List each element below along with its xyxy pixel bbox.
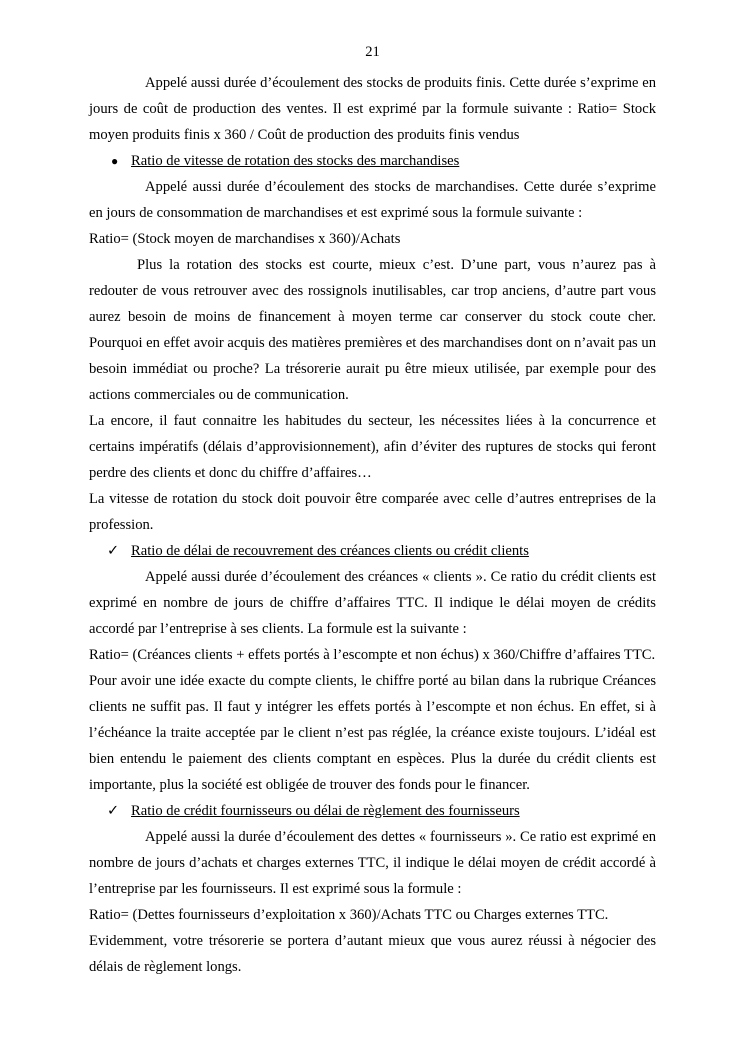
section-heading: Ratio de crédit fournisseurs ou délai de règlement des fournisseurs [131, 803, 520, 819]
bullet-heading [89, 148, 656, 174]
check-heading [89, 538, 656, 564]
formula: Ratio= (Stock moyen de marchandises x 360)/Achats [89, 231, 401, 247]
check-heading [89, 798, 656, 824]
page-number: 21 [365, 44, 380, 60]
paragraph: Appelé aussi la durée d’écoulement des dettes « fournisseurs ». Ce ratio est exprimé en nombre de jours d’achats et charges externes TTC, il indique le délai moyen de crédit accordé à l’entreprise par les fournisseurs. Il est exprimé sous la formule : [89, 829, 656, 897]
paragraph: Plus la rotation des stocks est courte, mieux c’est. D’une part, vous n’aurez pas à redouter de vous retrouver avec des rossignols inutilisables, car trop anciens, d’autre part vous aurez besoin de moins de financement à moyen terme car conserver du stock coute cher. Pourquoi en effet avoir acquis des matières premières et des marchandises dont on n’avait pas un besoin immédiat ou proche? La trésorerie aurait pu être mieux utilisée, par exemple pour des actions commerciales ou de communication. [89, 257, 656, 403]
formula: Ratio= (Créances clients + effets portés à l’escompte et non échus) x 360/Chiffre d’affaires TTC. [89, 647, 656, 663]
check-icon: ✓ [107, 543, 120, 559]
formula: Ratio= (Dettes fournisseurs d’exploitation x 360)/Achats TTC ou Charges externes TTC. [89, 907, 609, 923]
paragraph: La encore, il faut connaitre les habitudes du secteur, les nécessites liées à la concurrence et certains impératifs (délais d’approvisionnement), afin d’éviter des ruptures de stocks qui feront perdre des clients et donc du chiffre d’affaires… [89, 413, 656, 481]
page-body [89, 70, 656, 980]
section-heading: Ratio de vitesse de rotation des stocks des marchandises [131, 153, 460, 169]
bullet-icon: ● [111, 154, 119, 168]
paragraph: Pour avoir une idée exacte du compte clients, le chiffre porté au bilan dans la rubrique Créances clients ne suffit pas. Il faut y intégrer les effets portés à l’escompte et non échus. En effet, si à l’échéance la traite acceptée par le client n’est pas réglée, la créance existe toujours. L’idéal est bien entendu le paiement des clients comptant en espèces. Plus la durée du crédit clients est importante, plus la société est obligée de trouver des fonds pour le financer. [89, 673, 656, 793]
check-icon: ✓ [107, 803, 120, 819]
section-heading: Ratio de délai de recouvrement des créances clients ou crédit clients [131, 543, 529, 559]
paragraph: Appelé aussi durée d’écoulement des créances « clients ». Ce ratio du crédit clients est exprimé en nombre de jours de chiffre d’affaires TTC. Il indique le délai moyen de crédits accordé par l’entreprise à ses clients. La formule est la suivante : [89, 569, 656, 637]
paragraph: Evidemment, votre trésorerie se portera d’autant mieux que vous aurez réussi à négocier des délais de règlement longs. [89, 933, 656, 975]
paragraph: Appelé aussi durée d’écoulement des stocks de produits finis. Cette durée s’exprime en jours de coût de production des ventes. Il est exprimé par la formule suivante : Ratio= Stock moyen produits finis x 360 / Coût de production des produits finis vendus [89, 75, 656, 143]
paragraph: Appelé aussi durée d’écoulement des stocks de marchandises. Cette durée s’exprime en jours de consommation de marchandises et est exprimé sous la formule suivante : [89, 179, 656, 221]
paragraph: La vitesse de rotation du stock doit pouvoir être comparée avec celle d’autres entreprises de la profession. [89, 491, 656, 533]
